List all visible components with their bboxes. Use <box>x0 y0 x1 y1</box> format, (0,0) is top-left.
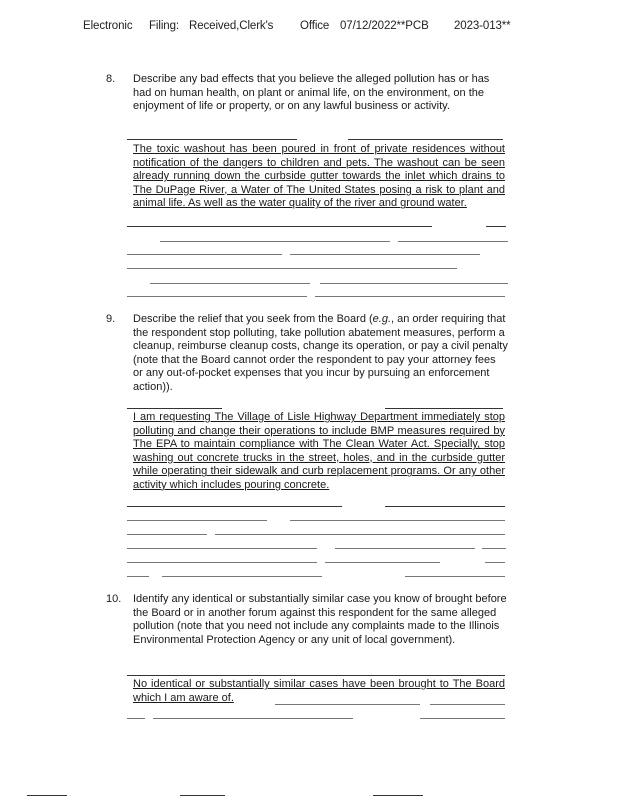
header-case-number: 2023-013** <box>454 20 511 32</box>
answer-line <box>127 520 267 521</box>
answer-line <box>482 548 506 549</box>
answer-line <box>420 718 505 719</box>
answer-line <box>127 408 222 409</box>
answer-line <box>385 506 505 507</box>
answer-line <box>320 283 508 284</box>
answer-line <box>127 139 297 140</box>
answer-line <box>398 241 508 242</box>
answer-line <box>127 675 505 676</box>
question-9-text-end: , an order requiring that the respondent stop polluting, take pollution abatement measures, perform a cleanup, reimburse cleanup costs, change its operation, or pay a civil penalty (note that the Board cannot order the respondent to pay your attorney fees or any out-of-pocket expenses that you incur by pursuing an enforcement action)). <box>133 313 508 393</box>
header-word-received: Received,Clerk's <box>189 20 274 32</box>
answer-line <box>127 548 317 549</box>
question-9-answer: I am requesting The Village of Lisle Highway Department immediately stop polluting and change their operations to include BMP measures required by The EPA to maintain compliance with The Clean Water Act. Specially, stop washing out concrete trucks in the street, holes, and in the curbside gutter while operating their sidewalk and curb replacement programs. Or any other activity which includes pouring concrete. <box>133 411 505 491</box>
answer-line <box>127 506 342 507</box>
answer-line <box>348 139 503 140</box>
question-10-answer: No identical or substantially similar cases have been brought to The Board which I am aware of. <box>133 678 505 704</box>
answer-line <box>162 576 322 577</box>
answer-line <box>325 562 440 563</box>
answer-line <box>485 562 505 563</box>
answer-line <box>385 408 503 409</box>
answer-line <box>127 254 282 255</box>
answer-line <box>315 296 505 297</box>
answer-line <box>486 226 506 227</box>
answer-line <box>127 296 307 297</box>
answer-line <box>127 226 432 227</box>
answer-line <box>150 283 310 284</box>
question-9-text-start: Describe the relief that you seek from the Board ( <box>133 313 373 325</box>
footer-line <box>27 795 67 796</box>
header-date: 07/12/2022**PCB <box>340 20 429 32</box>
answer-line <box>153 718 353 719</box>
question-10-text: Identify any identical or substantially similar case you know of brought before the Board or in another forum against this respondent for the same alleged pollution (note that you need not include any complaints made to the Illinois Environmental Protection Agency or any unit of local government). <box>133 593 507 646</box>
answer-line <box>215 534 505 535</box>
question-8-text: Describe any bad effects that you believe the alleged pollution has or has had on human health, on plant or animal life, on the environment, on the enjoyment of life or property, or on any lawful business or activity. <box>133 73 490 113</box>
header-word-filing: Filing: <box>149 20 179 32</box>
answer-line <box>127 562 317 563</box>
header-word-office: Office <box>300 20 330 32</box>
answer-line <box>290 520 505 521</box>
question-10-number: 10. <box>106 593 122 605</box>
answer-line <box>127 268 457 269</box>
footer-line <box>373 795 423 796</box>
header-word-electronic: Electronic <box>83 20 133 32</box>
answer-line <box>335 548 475 549</box>
answer-line <box>127 576 149 577</box>
answer-line <box>290 254 480 255</box>
question-9-number: 9. <box>106 313 116 325</box>
question-8-number: 8. <box>106 73 116 85</box>
answer-line <box>275 704 420 705</box>
answer-line <box>127 534 207 535</box>
answer-line <box>405 576 505 577</box>
answer-line <box>160 241 390 242</box>
question-9-text <box>133 313 508 395</box>
footer-line <box>180 795 225 796</box>
answer-line <box>127 718 145 719</box>
answer-line <box>430 704 505 705</box>
question-8-answer: The toxic washout has been poured in front of private residences without notification of the dangers to children and pets. The washout can be seen already running down the curbside gutter towards the inlet which drains to The DuPage River, a Water of The United States posing a risk to plant and animal life. As well as the water quality of the river and ground water. <box>133 143 505 210</box>
question-9-example-abbrev: e.g. <box>372 313 392 325</box>
